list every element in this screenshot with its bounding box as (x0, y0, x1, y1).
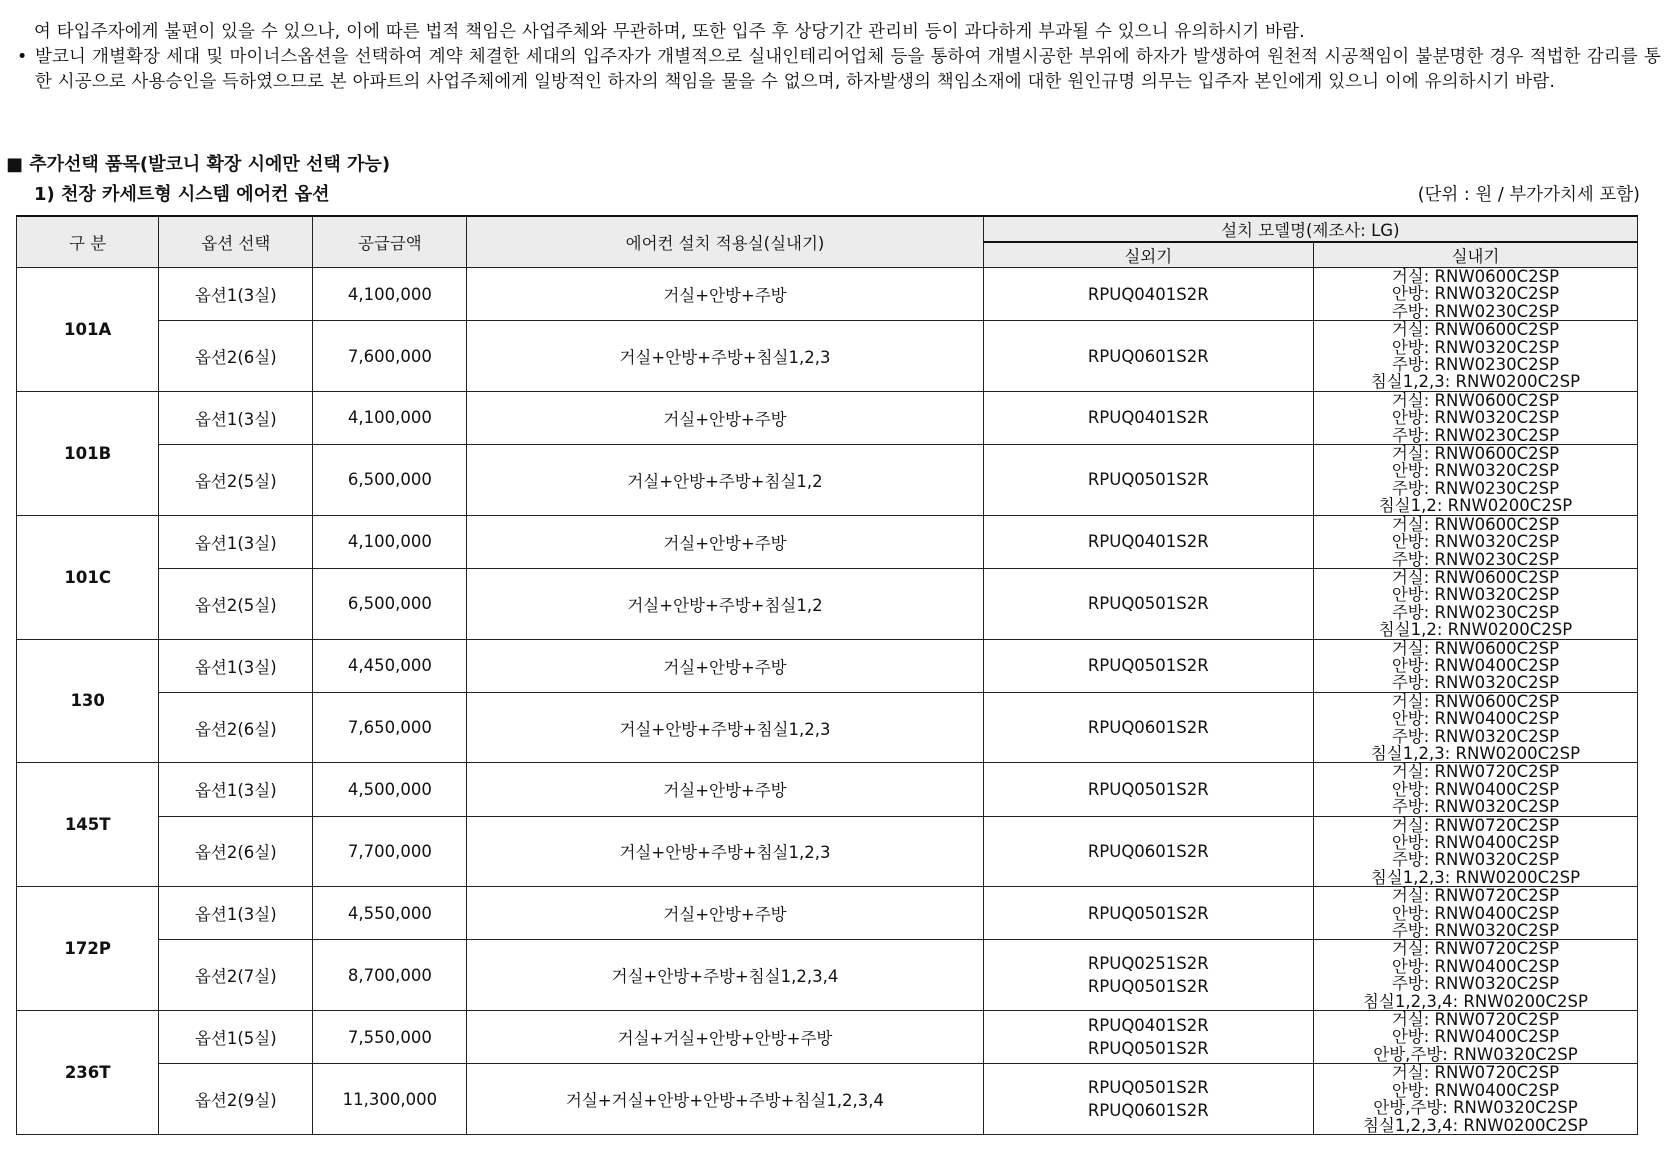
indoor-model-line: 주방: RNW0230C2SP (1391, 549, 1560, 569)
outdoor-model-cell (983, 1011, 1313, 1064)
indoor-model-line: 안방: RNW0400C2SP (1391, 833, 1560, 852)
indoor-model-cell (1313, 1064, 1637, 1135)
outdoor-model: RPUQ0601S2R (1087, 718, 1209, 738)
indoor-model-line: 거실: RNW0600C2SP (1391, 638, 1560, 658)
rooms-cell: 거실+안방+주방 (467, 763, 983, 816)
indoor-model-line: 거실: RNW0720C2SP (1391, 886, 1560, 906)
indoor-model-line: 안방: RNW0400C2SP (1391, 903, 1560, 923)
indoor-model-line: 침실1,2,3,4: RNW0200C2SP (1362, 1115, 1588, 1135)
aircon-option-table (16, 215, 1638, 1135)
option-cell: 옵션2(9실) (159, 1064, 313, 1135)
header-type: 구 분 (17, 216, 159, 268)
rooms-cell: 거실+거실+안방+안방+주방 (467, 1011, 983, 1064)
indoor-model-cell (1313, 887, 1637, 940)
indoor-model-line: 안방: RNW0400C2SP (1391, 1080, 1560, 1100)
indoor-model-cell (1313, 639, 1637, 692)
indoor-model-line: 침실1,2,3: RNW0200C2SP (1370, 372, 1581, 392)
option-cell: 옵션2(7실) (159, 940, 313, 1011)
indoor-model-line: 주방: RNW0230C2SP (1391, 301, 1560, 321)
indoor-model-line: 거실: RNW0720C2SP (1391, 1063, 1560, 1083)
table-row (17, 515, 1638, 568)
indoor-model-line: 주방: RNW0230C2SP (1391, 425, 1560, 445)
outdoor-model-cell (983, 816, 1313, 887)
price-cell: 4,100,000 (313, 268, 467, 321)
notice-line: 여 타입주자에게 불편이 있을 수 있으나, 이에 따른 법적 책임은 사업주체와 무관하며, 또한 입주 후 상당기간 관리비 등이 과다하게 부과될 수 있으니 유의하시기 바람. (34, 22, 1305, 42)
outdoor-model: RPUQ0401S2R (1087, 408, 1209, 428)
rooms-cell: 거실+안방+주방 (467, 887, 983, 940)
bullet-mark: • (17, 47, 28, 67)
price-cell: 8,700,000 (313, 940, 467, 1011)
outdoor-model-cell (983, 268, 1313, 321)
outdoor-model: RPUQ0401S2R (1087, 284, 1209, 304)
indoor-model-line: 거실: RNW0720C2SP (1391, 762, 1560, 782)
outdoor-model-cell (983, 940, 1313, 1011)
table-header (17, 216, 1638, 268)
header-rooms: 에어컨 설치 적용실(실내기) (467, 216, 983, 268)
unit-type-cell: 101C (17, 515, 159, 639)
price-cell: 6,500,000 (313, 445, 467, 516)
price-cell: 7,650,000 (313, 692, 467, 763)
option-cell: 옵션2(5실) (159, 445, 313, 516)
indoor-model-line: 안방: RNW0320C2SP (1391, 585, 1560, 605)
price-cell: 4,500,000 (313, 763, 467, 816)
option-cell: 옵션2(5실) (159, 568, 313, 639)
indoor-model-line: 안방: RNW0320C2SP (1391, 461, 1560, 481)
table-row (17, 816, 1638, 887)
indoor-model-line: 주방: RNW0230C2SP (1391, 602, 1560, 622)
indoor-model-line: 안방: RNW0320C2SP (1391, 532, 1560, 552)
table-row (17, 763, 1638, 816)
indoor-model-line: 거실: RNW0600C2SP (1391, 320, 1560, 340)
table-row (17, 1064, 1638, 1135)
outdoor-model: RPUQ0401S2R (1087, 1016, 1209, 1036)
rooms-cell: 거실+안방+주방 (467, 639, 983, 692)
indoor-model-cell (1313, 515, 1637, 568)
outdoor-model: RPUQ0501S2R (1087, 594, 1209, 614)
outdoor-model-cell (983, 515, 1313, 568)
table-row (17, 940, 1638, 1011)
rooms-cell: 거실+안방+주방+침실1,2,3,4 (467, 940, 983, 1011)
outdoor-model-cell (983, 445, 1313, 516)
indoor-model-line: 주방: RNW0320C2SP (1391, 797, 1560, 817)
indoor-model-cell (1313, 692, 1637, 763)
indoor-model-cell (1313, 445, 1637, 516)
indoor-model-line: 침실1,2,3,4: RNW0200C2SP (1362, 991, 1588, 1011)
price-cell: 4,100,000 (313, 515, 467, 568)
option-cell: 옵션2(6실) (159, 321, 313, 392)
indoor-model-line: 안방: RNW0400C2SP (1391, 655, 1560, 675)
indoor-model-line: 거실: RNW0720C2SP (1391, 815, 1560, 835)
rooms-cell: 거실+거실+안방+안방+주방+침실1,2,3,4 (467, 1064, 983, 1135)
section-title: ■ 추가선택 품목(발코니 확장 시에만 선택 가능) (6, 154, 391, 175)
unit-type-cell: 101A (17, 268, 159, 392)
indoor-model-line: 거실: RNW0600C2SP (1391, 567, 1560, 587)
outdoor-model-cell (983, 321, 1313, 392)
outdoor-model: RPUQ0601S2R (1087, 841, 1209, 861)
outdoor-model: RPUQ0501S2R (1087, 977, 1209, 997)
table-row (17, 391, 1638, 444)
outdoor-model-cell (983, 692, 1313, 763)
price-cell: 7,600,000 (313, 321, 467, 392)
indoor-model-line: 안방: RNW0400C2SP (1391, 956, 1560, 976)
outdoor-model: RPUQ0501S2R (1087, 656, 1209, 676)
unit-type-cell: 172P (17, 887, 159, 1011)
price-cell: 7,700,000 (313, 816, 467, 887)
table-row (17, 445, 1638, 516)
outdoor-model: RPUQ0501S2R (1087, 903, 1209, 923)
header-model-group: 설치 모델명(제조사: LG) (983, 216, 1637, 242)
outdoor-model: RPUQ0251S2R (1087, 954, 1209, 974)
price-cell: 4,100,000 (313, 391, 467, 444)
indoor-model-cell (1313, 816, 1637, 887)
outdoor-model: RPUQ0501S2R (1087, 1078, 1209, 1098)
notice-bullet-item (16, 45, 1661, 95)
option-cell: 옵션1(3실) (159, 763, 313, 816)
table-row (17, 321, 1638, 392)
price-cell: 11,300,000 (313, 1064, 467, 1135)
price-cell: 4,550,000 (313, 887, 467, 940)
indoor-model-line: 안방,주방: RNW0320C2SP (1373, 1044, 1578, 1064)
outdoor-model: RPUQ0501S2R (1087, 1039, 1209, 1059)
outdoor-model: RPUQ0501S2R (1087, 779, 1209, 799)
outdoor-model-cell (983, 1064, 1313, 1135)
outdoor-model: RPUQ0601S2R (1087, 346, 1209, 366)
table-row (17, 1011, 1638, 1064)
table-row (17, 692, 1638, 763)
outdoor-model-cell (983, 763, 1313, 816)
indoor-model-cell (1313, 940, 1637, 1011)
rooms-cell: 거실+안방+주방 (467, 391, 983, 444)
header-outdoor: 실외기 (983, 242, 1313, 268)
indoor-model-line: 거실: RNW0600C2SP (1391, 267, 1560, 286)
outdoor-model: RPUQ0501S2R (1087, 470, 1209, 490)
header-price: 공급금액 (313, 216, 467, 268)
outdoor-model-cell (983, 391, 1313, 444)
rooms-cell: 거실+안방+주방+침실1,2,3 (467, 692, 983, 763)
option-cell: 옵션1(3실) (159, 268, 313, 321)
unit-note: (단위 : 원 / 부가가치세 포함) (1417, 185, 1640, 205)
outdoor-model: RPUQ0401S2R (1087, 532, 1209, 552)
option-cell: 옵션1(3실) (159, 887, 313, 940)
header-indoor: 실내기 (1313, 242, 1637, 268)
sub-title: 1) 천장 카세트형 시스템 에어컨 옵션 (34, 184, 330, 205)
indoor-model-cell (1313, 1011, 1637, 1064)
indoor-model-line: 침실1,2,3: RNW0200C2SP (1370, 743, 1581, 763)
option-cell: 옵션1(5실) (159, 1011, 313, 1064)
indoor-model-line: 주방: RNW0320C2SP (1391, 921, 1560, 941)
option-cell: 옵션2(6실) (159, 692, 313, 763)
indoor-model-line: 주방: RNW0320C2SP (1391, 726, 1560, 746)
rooms-cell: 거실+안방+주방+침실1,2 (467, 445, 983, 516)
indoor-model-line: 거실: RNW0720C2SP (1391, 1010, 1560, 1030)
option-cell: 옵션1(3실) (159, 639, 313, 692)
indoor-model-cell (1313, 568, 1637, 639)
rooms-cell: 거실+안방+주방 (467, 268, 983, 321)
outdoor-model: RPUQ0601S2R (1087, 1101, 1209, 1121)
outdoor-model-cell (983, 639, 1313, 692)
option-cell: 옵션1(3실) (159, 515, 313, 568)
rooms-cell: 거실+안방+주방+침실1,2,3 (467, 321, 983, 392)
table-body (17, 268, 1638, 1135)
rooms-cell: 거실+안방+주방+침실1,2,3 (467, 816, 983, 887)
unit-type-cell: 236T (17, 1011, 159, 1135)
price-cell: 7,550,000 (313, 1011, 467, 1064)
indoor-model-line: 거실: RNW0600C2SP (1391, 444, 1560, 464)
outdoor-model-cell (983, 887, 1313, 940)
indoor-model-cell (1313, 391, 1637, 444)
indoor-model-cell (1313, 321, 1637, 392)
indoor-model-line: 주방: RNW0230C2SP (1391, 478, 1560, 498)
header-option: 옵션 선택 (159, 216, 313, 268)
indoor-model-line: 침실1,2: RNW0200C2SP (1378, 620, 1573, 640)
unit-type-cell: 145T (17, 763, 159, 887)
indoor-model-cell (1313, 763, 1637, 816)
rooms-cell: 거실+안방+주방 (467, 515, 983, 568)
table-row (17, 568, 1638, 639)
indoor-model-line: 거실: RNW0600C2SP (1391, 514, 1560, 534)
indoor-model-line: 안방: RNW0400C2SP (1391, 709, 1560, 729)
price-cell: 4,450,000 (313, 639, 467, 692)
indoor-model-line: 안방: RNW0320C2SP (1391, 284, 1560, 304)
indoor-model-line: 주방: RNW0320C2SP (1391, 850, 1560, 870)
bullet-text: 발코니 개별확장 세대 및 마이너스옵션을 선택하여 계약 체결한 세대의 입주자가 개별적으로 실내인테리어업체 등을 통하여 개별시공한 부위에 하자가 발생하여 원천적 시공책임이 불분명한 경우 적법한 감리를 통한 시공으로 사용승인을 득하였으므로 본 아파트의 사업주체에게 일방적인 하자의 책임을 물을 수 없으며, 하자발생의 책임소재에 대한 원인규명 의무는 입주자 본인에게 있으니 이에 유의하시기 바람. (35, 47, 1661, 92)
table-row (17, 639, 1638, 692)
indoor-model-line: 거실: RNW0720C2SP (1391, 939, 1560, 959)
unit-type-cell: 101B (17, 391, 159, 515)
indoor-model-line: 주방: RNW0320C2SP (1391, 673, 1560, 693)
indoor-model-line: 주방: RNW0230C2SP (1391, 355, 1560, 375)
indoor-model-line: 거실: RNW0600C2SP (1391, 390, 1560, 410)
rooms-cell: 거실+안방+주방+침실1,2 (467, 568, 983, 639)
indoor-model-line: 안방,주방: RNW0320C2SP (1373, 1098, 1578, 1118)
table-row (17, 268, 1638, 321)
indoor-model-line: 침실1,2,3: RNW0200C2SP (1370, 867, 1581, 887)
indoor-model-line: 안방: RNW0400C2SP (1391, 1027, 1560, 1047)
option-cell: 옵션1(3실) (159, 391, 313, 444)
indoor-model-line: 안방: RNW0320C2SP (1391, 337, 1560, 357)
price-cell: 6,500,000 (313, 568, 467, 639)
table-row (17, 887, 1638, 940)
indoor-model-line: 침실1,2: RNW0200C2SP (1378, 496, 1573, 516)
indoor-model-line: 거실: RNW0600C2SP (1391, 691, 1560, 711)
option-cell: 옵션2(6실) (159, 816, 313, 887)
indoor-model-line: 안방: RNW0320C2SP (1391, 408, 1560, 428)
intro-notice (16, 20, 1661, 95)
indoor-model-cell (1313, 268, 1637, 321)
outdoor-model-cell (983, 568, 1313, 639)
indoor-model-line: 주방: RNW0320C2SP (1391, 974, 1560, 994)
indoor-model-line: 안방: RNW0400C2SP (1391, 779, 1560, 799)
unit-type-cell: 130 (17, 639, 159, 763)
